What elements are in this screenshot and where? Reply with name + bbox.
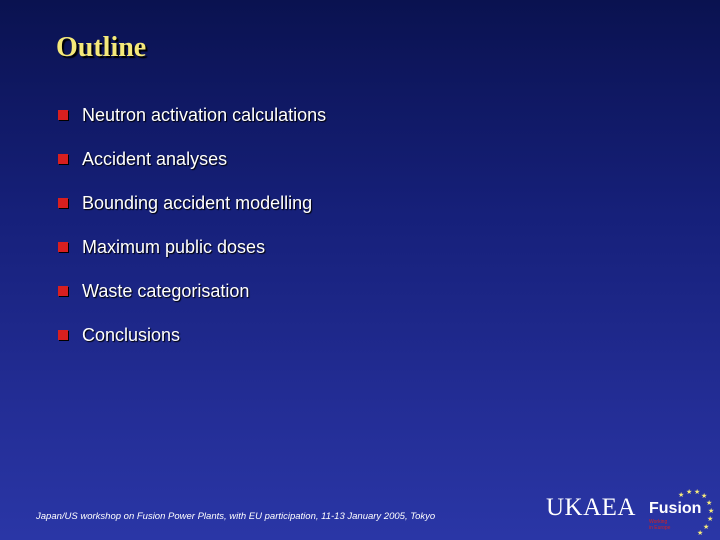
bullet-item [58, 93, 326, 137]
bullet-square-icon [58, 242, 68, 252]
bullet-text: Waste categorisation [82, 280, 250, 301]
bullet-item [58, 137, 326, 181]
fusion-wordmark: Fusion [649, 500, 702, 517]
svg-text:★: ★ [694, 488, 701, 496]
bullet-square-icon [58, 110, 68, 120]
svg-text:★: ★ [678, 491, 685, 499]
slide-title: Outline [56, 32, 147, 63]
svg-text:★: ★ [703, 523, 710, 531]
svg-text:★: ★ [708, 507, 715, 515]
bullet-square-icon [58, 330, 68, 340]
bullet-text: Neutron activation calculations [82, 104, 327, 125]
ukaea-fusion-logo [546, 486, 716, 538]
bullet-list [58, 93, 326, 357]
bullet-text: Accident analyses [82, 148, 228, 169]
bullet-square-icon [58, 286, 68, 296]
bullet-text: Conclusions [82, 324, 181, 345]
logo-subtitle [649, 519, 670, 531]
svg-text:★: ★ [707, 515, 714, 523]
bullet-square-icon [58, 154, 68, 164]
bullet-item [58, 181, 326, 225]
svg-text:★: ★ [701, 492, 708, 500]
bullet-text: Maximum public doses [82, 236, 266, 257]
bullet-item [58, 225, 326, 269]
footer-text: Japan/US workshop on Fusion Power Plants, with EU participation, 11-13 January 2005, Tokyo [36, 511, 436, 522]
logo-subtitle-line: Working [649, 519, 668, 525]
ukaea-wordmark: UKAEA [546, 494, 636, 521]
svg-text:★: ★ [686, 488, 693, 496]
svg-text:★: ★ [697, 529, 704, 537]
bullet-square-icon [58, 198, 68, 208]
bullet-item [58, 313, 326, 357]
logo-subtitle-line: in Europe [649, 525, 671, 531]
bullet-text: Bounding accident modelling [82, 192, 313, 213]
bullet-item [58, 269, 326, 313]
svg-text:★: ★ [706, 499, 713, 507]
